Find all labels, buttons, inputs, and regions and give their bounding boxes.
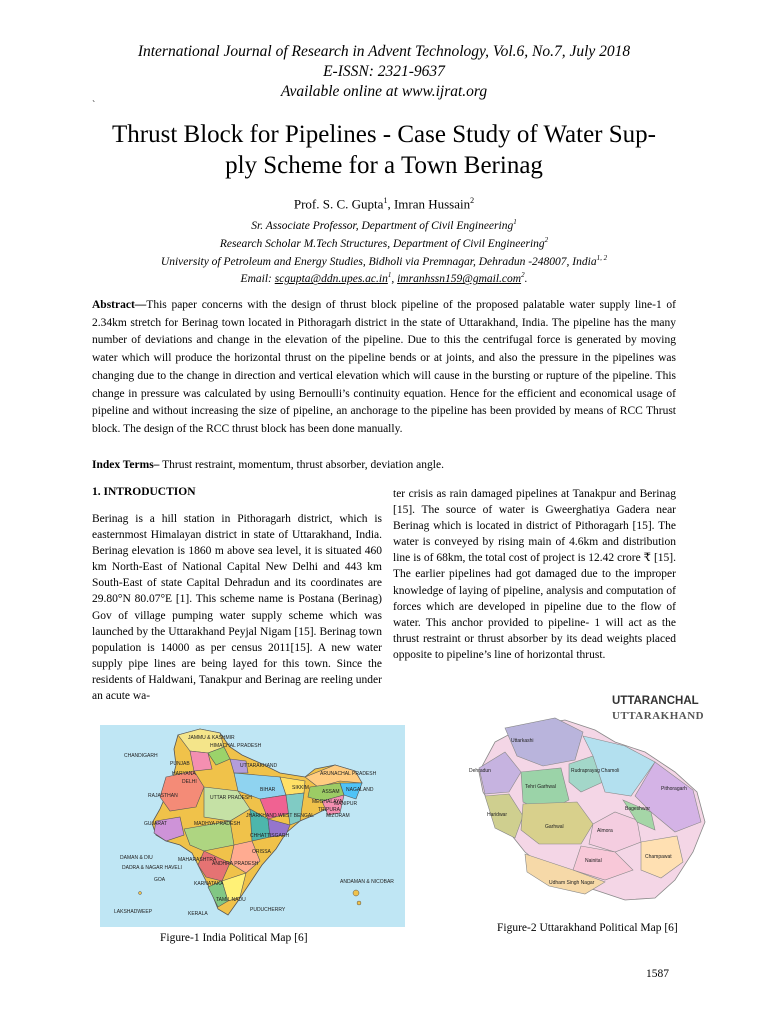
india-map-label: KERALA — [188, 911, 208, 917]
india-map-label: MANIPUR — [334, 801, 358, 807]
india-map-label: JAMMU & KASHMIR — [188, 735, 235, 741]
abstract-text: This paper concerns with the design of thrust block pipeline of the proposed palatable water supply line-1 of 2.34km stretch for Berinag town located in Pithoragarh district in the state of Uttarakhand, India. The pipeline has the many number of deviations and change in the elevation of the pipeline. Due to this the centrifugal force is generated by moving water which will produce the horizontal thrust on the pipeline bends or at joints, and also the pressure in the pipelines was changing due to the change in direction and vertical elevation which will cause in the bursting or rupture of the pipeline. This change in pressure was calculated by using Bernoulli’s continuity equation. Hence for the efficient and economical usage of pipeline and without increasing the size of pipeline, an anchorage to the pipeline has been provided by means of RCC Thrust block. The design of the RCC thrust block has been done manually. — [92, 299, 676, 435]
paper-title — [80, 119, 688, 181]
india-map-label: CHHATTISGARH — [250, 833, 290, 839]
uttarakhand-map-label: Dehradun — [469, 768, 491, 774]
page-number: 1587 — [646, 968, 669, 980]
india-map-label: ANDAMAN & NICOBAR — [340, 879, 394, 885]
uttarakhand-map-label: Tehri Garhwal — [525, 784, 556, 790]
uttarakhand-map-label: Nainital — [585, 858, 602, 864]
uttarakhand-map-label: Garhwal — [545, 824, 564, 830]
india-map-label: UTTAR PRADESH — [210, 795, 252, 801]
india-map-label: MEGHALAYA — [312, 799, 343, 805]
india-political-map — [100, 725, 405, 927]
india-map-label: GUJARAT — [144, 821, 167, 827]
uttarakhand-map-label: Champawat — [645, 854, 672, 860]
abstract — [92, 297, 676, 439]
index-terms-text: Thrust restraint, momentum, thrust absorber, deviation angle. — [159, 459, 444, 471]
india-map-label: WEST BENGAL — [278, 813, 315, 819]
india-map-label: MIZORAM — [326, 813, 350, 819]
india-map-label: NAGALAND — [346, 787, 374, 793]
india-map-label: DAMAN & DIU — [120, 855, 153, 861]
author-line — [0, 196, 768, 212]
india-map-label: TAMIL NADU — [216, 897, 246, 903]
title-line-2: ply Scheme for a Town Berinag — [225, 152, 543, 179]
india-map-label: HIMACHAL PRADESH — [210, 743, 262, 749]
figure-1-caption: Figure-1 India Political Map [6] — [160, 932, 308, 944]
section-heading-introduction: 1. INTRODUCTION — [92, 486, 196, 498]
email-label: Email: — [240, 273, 275, 286]
india-map-label: UTTARAKHAND — [240, 763, 278, 769]
india-map-label: ORISSA — [252, 849, 271, 855]
author-2-sup: 2 — [470, 196, 475, 205]
index-terms-label: Index Terms– — [92, 459, 160, 471]
author-1-sup: 1 — [383, 196, 388, 205]
india-map-svg — [100, 725, 405, 927]
email-link-1[interactable]: scgupta@ddn.upes.ac.in — [274, 273, 388, 286]
title-line-1: Thrust Block for Pipelines - Case Study of Water Sup- — [112, 121, 656, 148]
affiliation-1: Sr. Associate Professor, Department of Civil Engineering$^1$ — [251, 218, 517, 232]
journal-header — [0, 42, 768, 102]
uttarakhand-map-label: Haridwar — [487, 812, 508, 818]
author-1: Prof. S. C. Gupta — [293, 196, 384, 212]
india-map-label: BIHAR — [260, 787, 276, 793]
india-map-label: DELHI — [182, 779, 197, 785]
affiliations — [0, 215, 768, 286]
india-map-label: ANDHRA PRADESH — [212, 861, 259, 867]
author-2: Imran Hussain — [393, 196, 471, 212]
abstract-label: Abstract— — [92, 299, 147, 311]
india-map-label: GOA — [154, 877, 166, 883]
india-map-label: JHARKHAND — [246, 813, 277, 819]
india-map-label: RAJASTHAN — [148, 793, 178, 799]
intro-column-1: Berinag is a hill station in Pithoragarh district, which is easternmost Himalayan district in state of Uttarakhand, India. Berinag elevation is 1860 m above sea level, it is situated 460 km North-East of National Capital New Delhi and 443 km South-East of state Capital Dehradun and its coordinates are 29.80°N 80.07°E [1]. This scheme name is Postana (Berinag) Gov of village pumping water supply scheme which was launched by the Uttarakhand Peyjal Nigam [15]. Berinag town population is 14000 as per census 2011[15]. A new water supply pipe lines are being layed for this town. Since the residents of Haldwani, Tanakpur and Berinag are reeling under an acute wa- — [92, 513, 382, 703]
india-map-label: TRIPURA — [318, 807, 340, 813]
uttarakhand-map-label: Almora — [597, 828, 613, 834]
india-map-label: ARUNACHAL PRADESH — [320, 771, 377, 777]
india-map-label: MADHYA PRADESH — [194, 821, 241, 827]
stray-mark: ` — [92, 100, 96, 111]
journal-online: Available online at www.ijrat.org — [280, 83, 488, 100]
author-separator: , — [387, 196, 394, 212]
india-map-label: LAKSHADWEEP — [114, 909, 153, 915]
uttarakhand-map-svg — [465, 712, 715, 907]
uttarakhand-map-label: Pithoragarh — [661, 786, 687, 792]
uttarakhand-map-label: Udham Singh Nagar — [549, 880, 595, 886]
india-map-label: SIKKIM — [292, 785, 309, 791]
figure-2-title-1: UTTARANCHAL — [612, 695, 699, 707]
india-map-label: CHANDIGARH — [124, 753, 158, 759]
uttarakhand-map-label: Rudraprayag — [571, 768, 600, 774]
india-map-label: ASSAM — [322, 789, 340, 795]
affiliation-3: University of Petroleum and Energy Studies, Bidholi via Premnagar, Dehradun -248007, India$^{1, 2}$ — [160, 253, 608, 268]
india-map-label: DADRA & NAGAR HAVELI — [122, 865, 182, 871]
affiliation-2: Research Scholar M.Tech Structures, Department of Civil Engineering$^2$ — [219, 235, 549, 250]
intro-column-2: ter crisis as rain damaged pipelines at Tanakpur and Berinag [15]. The source of water is Gweerghatiya Gadera near Berinag which is located in district of Pithoragarh [15]. The water is conveyed by rising main of 4.6km and distribution line is of 68km, the total cost of project is 12.42 crore ₹ [15]. The earlier pipelines had got damaged due to the improper knowledge of laying of pipeline, analysis and computation of forces which are developed in pipeline due to the flow of water. This anchor provided to pipeline- 1 will act as the thrust restraint or thrust absorber by its dead weights placed opposite to pipeline’s line of horizontal thrust. — [393, 488, 676, 661]
journal-issn: E-ISSN: 2321-9637 — [323, 63, 445, 80]
uttarakhand-political-map — [465, 712, 715, 907]
figure-2-title-2: UTTARAKHAND — [612, 710, 705, 722]
uttarakhand-map-label: Bageshwar — [625, 806, 651, 812]
email-line: Email: $scgupta@ddn.upes.ac.in^1$, imranhssn159@gmail.com$^2$. — [240, 271, 528, 286]
figure-2-caption: Figure-2 Uttarakhand Political Map [6] — [497, 922, 678, 934]
india-map-label: KARNATAKA — [194, 881, 224, 887]
journal-name: International Journal of Research in Advent Technology, Vol.6, No.7, July 2018 — [137, 43, 631, 60]
india-map-label: HARYANA — [172, 771, 196, 777]
india-map-label: MAHARASHTRA — [178, 857, 217, 863]
india-map-label: PUDUCHERRY — [250, 907, 286, 913]
uttarakhand-map-label: Chamoli — [601, 768, 620, 774]
email-link-2[interactable]: imranhssn159@gmail.com — [397, 273, 522, 286]
uttarakhand-map-label: Uttarkashi — [511, 738, 534, 744]
index-terms — [92, 459, 676, 471]
india-map-label: PUNJAB — [170, 761, 190, 767]
